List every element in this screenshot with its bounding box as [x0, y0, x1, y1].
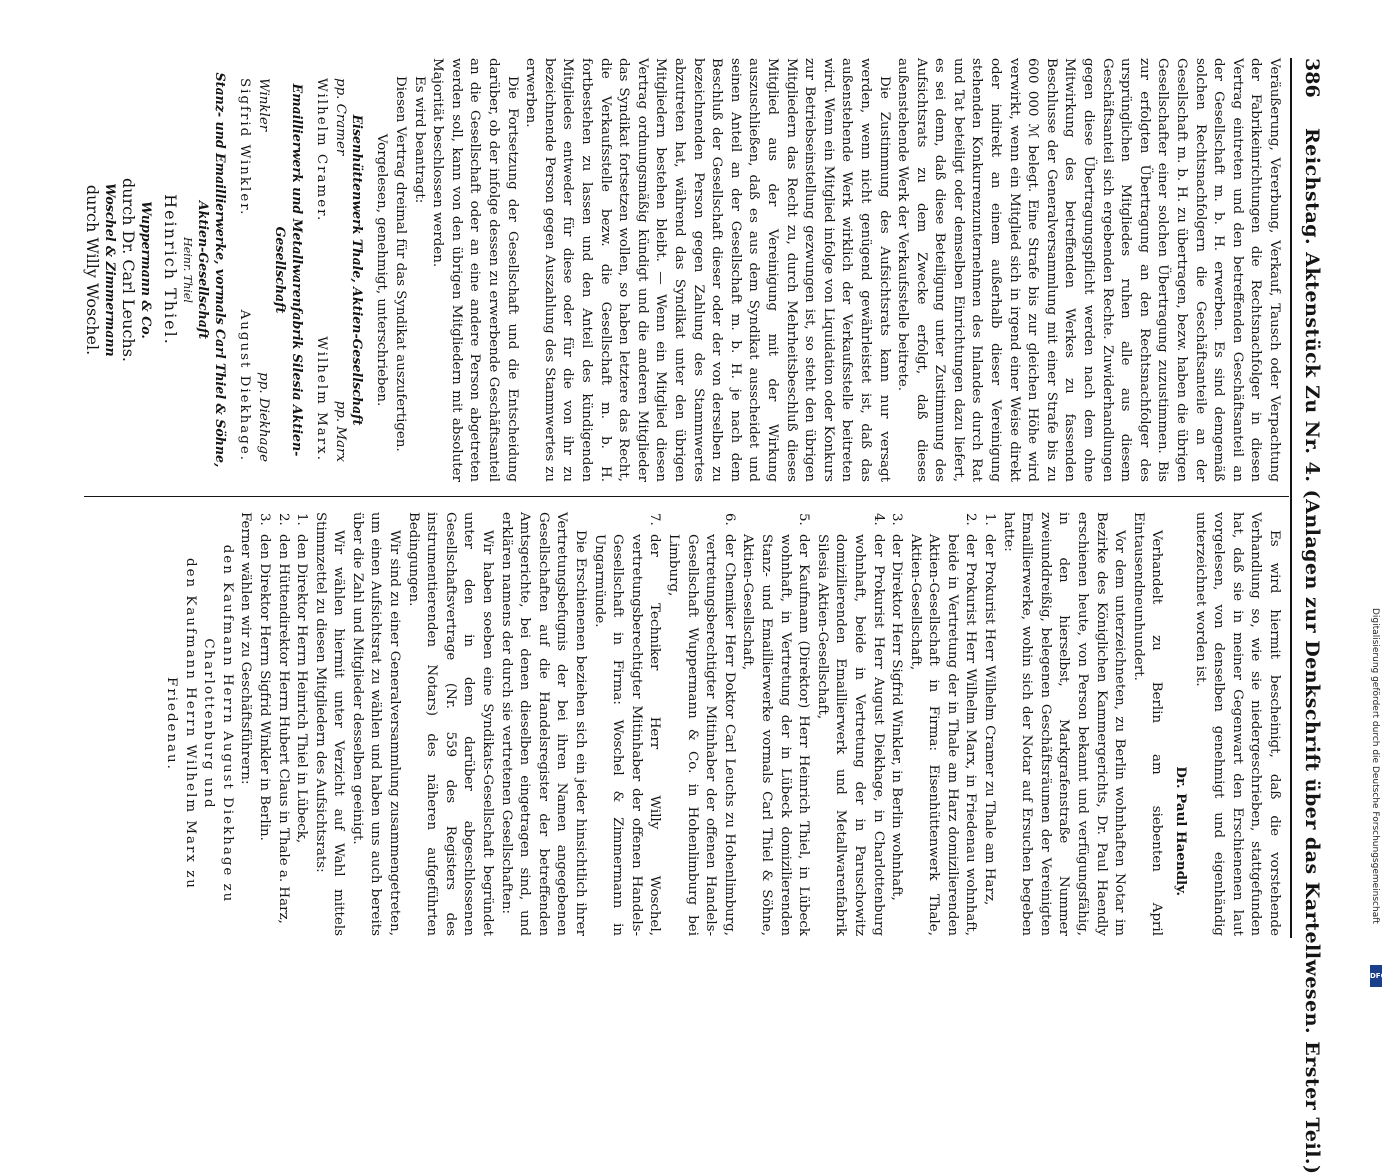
list-item: 2. den Hüttendirektor Herrn Hubert Claus in Thale a. Harz, [273, 530, 292, 936]
list-item: 4. der Prokurist Herr August Diekhage, in Charlottenburg wohnhaft, beide in Vertretung der in Paruschowitz domizilierenden Emaillierwerk und Metallwarenfabrik Silesia Aktien-Gesellschaft, [812, 530, 886, 936]
assembly-text: Wir sind zu einer Generalversammlung zusammengetreten, um einen Aufsichtsrat zu wählen und haben uns auch bereits über die Zahl und Mitglieder desselben geeinigt. [349, 512, 403, 936]
pp-left: Winkler [255, 78, 271, 132]
company-block [312, 58, 366, 482]
document-page [82, 58, 1323, 1175]
verhandelt-line: Verhandelt zu Berlin am siebenten April Eintausendneunhundert. [1130, 512, 1165, 936]
persons-list [589, 512, 998, 936]
list-item: 7. der Techniker Herr Willy Woschel, vertretungsberechtigter Mitinhaber der offenen Handels-Gesellschaft in Firma: Woschel & Zimmermann in Ungarmünde. [589, 530, 663, 936]
beantragt-heading: Es wird beantragt: [411, 76, 427, 204]
pp-right: pp. Marx [332, 400, 348, 462]
company-name: Emaillierwerk und Metallwarenfabrik Silesia Aktien-Gesellschaft [272, 83, 305, 457]
managers-intro: Ferner wählen wir zu Geschäftsführern: [238, 512, 254, 785]
pp-right: pp. Diekhage [255, 372, 271, 462]
company-block [119, 58, 155, 482]
list-item: 3. den Direktor Herrn Sigfrid Winkler in Berlin. [254, 530, 273, 936]
company-name: Woschel & Zimmermann [102, 183, 118, 357]
page-number: 386 [1301, 58, 1323, 98]
company-block [161, 58, 229, 482]
declaration: Die Erschienenen beziehen sich ein jeder hinsichtlich ihrer Vertretungsbefugnis der bei ihren Namen angegebenen Gesellschaften auf die Handelsregister der betreffenden Amtsgerichte, bei denen dieselben eingetragen sind, und erklären namens der durch sie vertretenen Gesellschaften: [498, 512, 589, 936]
page-title: Reichstag. Aktenstück Zu Nr. 4. (Anlagen zur Denkschrift über das Kartellwesen. Erster Teil.) [1301, 128, 1323, 1175]
company-block [83, 58, 119, 482]
election-intro: Wir wählen hiermit unter Verzicht auf Wahl mittels Stimmzettel zu diesen Mitgliedern des Aufsichtsrats: [312, 512, 347, 936]
paragraph: Die Zustimmung des Aufsichtsrats kann nur versagt werden, wenn nicht genügend gewährleistet ist, daß das außenstehende Werk wirklich der Verkaufsstelle beitreten wird. Wenn ein Mitglied infolge von Liquidation oder Konkurs zur Betriebseinstellung gezwungen ist, so steht den übrigen Mitgliedern das Recht zu, durch Mehrheitsbeschluß dieses Mitglied aus der Vereinigung mit der Wirkung auszuschließen, daß es aus dem Syndikat ausscheidet und seinen Anteil an der Gesellschaft m. b. H. je nach dem Beschluß der Gesellschaft dieser oder der von derselben zu bezeichnenden Person gegen Zahlung des Stammwertes abzutreten hat, während das Syndikat unter den übrigen Mitgliedern bestehen bleibt. — Wenn ein Mitglied diesen Vertrag ordnungsmäßig kündigt und die anderen Mitglieder das Syndikat fortsetzen wollen, so haben letztere das Recht, die Verkaufsstelle bezw. die Gesellschaft m. b. H. fortbestehen zu lassen und den Anteil des kündigenden Mitgliedes entweder für diese oder für die von ihr zu bezeichnende Person gegen Auszahlung des Stammwertes zu erwerben. [523, 58, 892, 482]
list-item: 2. der Prokurist Herr Wilhelm Marx, in Friedenau wohnhaft, beide in Vertretung der in Thale am Harz domizilierenden Aktien-Gesellschaft in Firma: Eisenhüttenwerk Thale, Aktien-Gesellschaft, [905, 530, 979, 936]
certification-text: Es wird hiermit bescheinigt, daß die vorstehende Verhandlung so, wie sie niedergeschrieben, stattgefunden hat, daß sie in meiner Gegenwart den Erschienenen laut vorgelesen, von denselben genehmigt und eigenhändig unterzeichnet worden ist. [1192, 512, 1282, 936]
pp-left: durch Dr. Carl Leuchs. [118, 177, 138, 363]
board-list [254, 512, 310, 936]
signature-left: Heinrich Thiel. [160, 194, 180, 346]
list-item: 1. der Prokurist Herr Wilhelm Cramer zu Thale am Harz, [980, 530, 999, 936]
paragraph: Veräußerung, Vererbung, Verkauf, Tausch oder Verpachtung der Fabrikeinrichtungen die Rechtsnachfolger in diesen Vertrag eintreten und den betreffenden Geschäftsanteil an der Gesellschaft m. b. H. erwerben. Es sind demgemäß solchen Rechtsnachfolgern die Geschäftsanteile an der Gesellschaft m. b. H. zu übertragen, bezw. haben die übrigen Gesellschafter einer solchen Übertragung zuzustimmen. Bis zur erfolgten Übertragung an den Rechtsnachfolger des ursprünglichen Mitgliedes ruhen alle aus diesem Geschäftsanteil sich ergebenden Rechte. Zuwiderhandlungen gegen diese Übertragungspflicht werden nach dem ohne Mitwirkung des betreffenden Werkes zu fassenden Beschlusse der Generalversammlung mit einer Strafe bis zu 600 000 ℳ belegt. Eine Strafe bis zur gleichen Höhe wird verwirkt, wenn ein Mitglied sich in irgend einer Weise direkt oder indirekt an einem außerhalb dieser Vereinigung stehenden Konkurrenzunternehmen des Inlandes durch Rat und Tat beteiligt oder demselben Einrichtungen dazu liefert, es sei denn, daß diese Beteiligung unter Zustimmung des Aufsichtsrats zu dem Zwecke erfolgt, daß dieses außenstehende Werk der Verkaufsstelle beitrete. [895, 58, 1282, 482]
list-item: 3. der Direktor Herr Sigfrid Winkler, in Berlin wohnhaft, [887, 530, 906, 936]
list-item: 1. den Direktor Herrn Heinrich Thiel in Lübeck, [292, 530, 311, 936]
signature-left: Wilhelm Cramer. [314, 78, 330, 223]
vorgelesen-note: Vorgelesen, genehmigt, unterschrieben. [374, 133, 390, 407]
pp-left: Heinr. Thiel [180, 237, 194, 303]
left-column [83, 58, 1283, 482]
column-divider [84, 496, 1289, 497]
company-block [235, 58, 306, 482]
right-column [161, 512, 1283, 936]
list-item: 6. der Chemiker Herr Doktor Carl Leuchs zu Hohenlimburg, vertretungsberechtigter Mitinhaber der offenen Handels-Gesellschaft Wuppermann & Co. in Hohenlimburg bei Limburg, [663, 530, 737, 936]
list-item: 5. der Kaufmann (Direktor) Herr Heinrich Thiel, in Lübeck wohnhaft, in Vertretung der in Lübeck domizilierenden Stanz- und Emaillierwerke vormals Carl Thiel & Söhne, Aktien-Gesellschaft, [738, 530, 812, 936]
page-header [1297, 58, 1323, 1175]
notary-intro: Vor dem unterzeichneten, zu Berlin wohnhaften Notar im Bezirke des Königlichen Kammergerichts, Dr. Paul Haendly erschienen heute, von Person bekannt und verfügungsfähig, in den hierselbst, Markgrafenstraße Nummer zweiunddreißig, belegenen Geschäftsräumen der Vereinigten Emaillierwerke, wohin sich der Notar auf Ersuchen begeben hatte: [1000, 512, 1128, 936]
company-name: Stanz- und Emaillierwerke, vormals Carl Thiel & Söhne, Aktien-Gesellschaft [195, 72, 228, 468]
signature-left: Sigfrid Winkler. [237, 78, 253, 217]
paragraph: Die Fortsetzung der Gesellschaft und die Entscheidung darüber, ob der infolge dessen zu erwerbende Geschäftsanteil an die Gesellschaft oder an eine andere Person abgetreten werden soll, kann von den übrigen Mitgliedern mit absoluter Majorität beschlossen werden. [430, 58, 520, 482]
header-rule [1290, 58, 1292, 938]
company-name: Wuppermann & Co. [138, 201, 154, 339]
signature-right: Wilhelm Marx. [314, 336, 330, 462]
dfg-logo-icon: DFG [1370, 965, 1382, 987]
digitization-credit: Digitalisierung gefördert durch die Deutsche Forschungsgemeinschaft [1370, 608, 1380, 924]
notary-signature: Dr. Paul Haendly. [1173, 766, 1190, 896]
manager-entry: den Kaufmann Herrn August Diekhage zu Charlottenburg und [201, 544, 235, 904]
company-name: Eisenhüttenwerk Thale, Aktien-Gesellschaft [349, 114, 365, 426]
declaration-text: Wir haben soeben eine Syndikats-Gesellschaft begründet unter den in dem darüber abgeschlossenen Gesellschaftsvertrage (Nr. 559 des Registers des instrumentierenden Notars) des näheren aufgeführten Bedingungen. [405, 512, 496, 936]
pp-left: pp. Cramer [332, 78, 348, 156]
beantragt-text: Diesen Vertrag dreimal für das Syndikat auszufertigen. [393, 76, 409, 452]
signature-right: August Diekhage. [237, 309, 253, 462]
manager-entry: den Kaufmann Herrn Wilhelm Marx zu Friedenau. [163, 558, 198, 890]
pp-left: durch Willy Woschel. [82, 184, 102, 356]
